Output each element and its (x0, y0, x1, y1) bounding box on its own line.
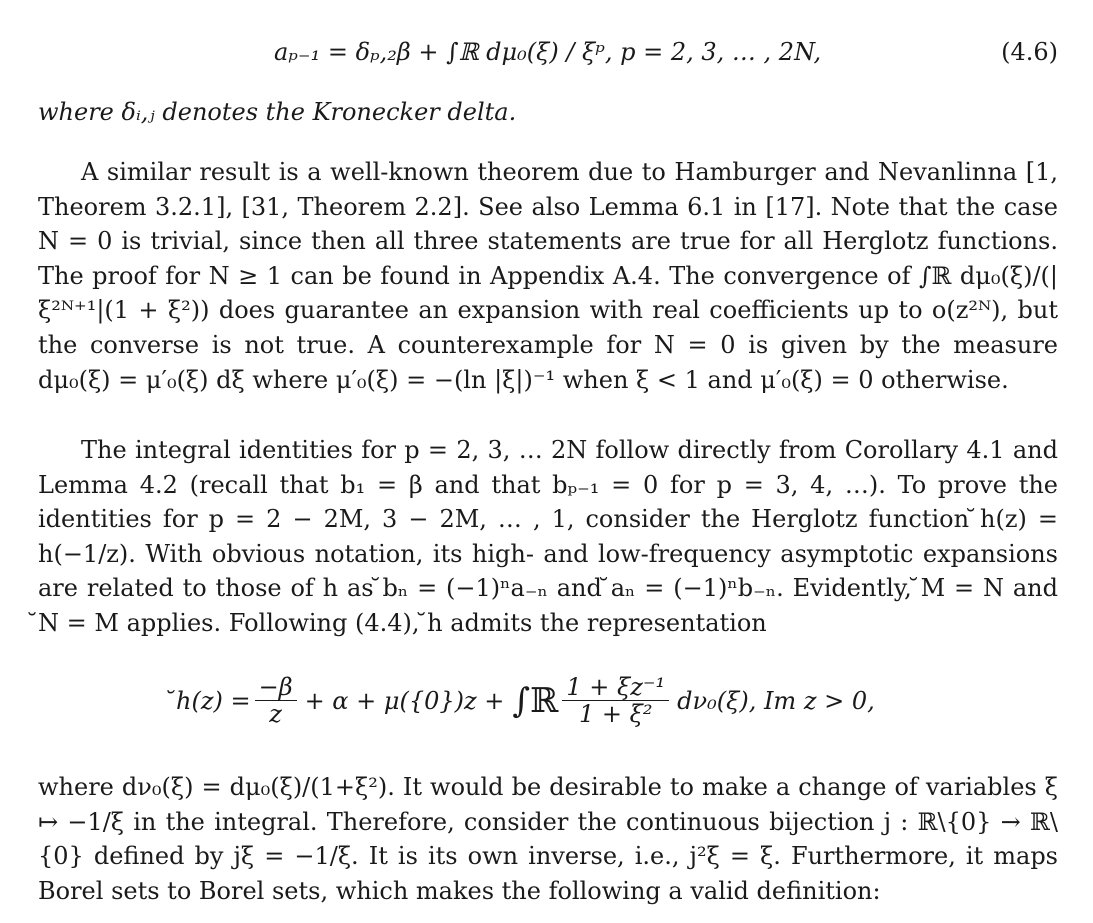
eq-h-frac1-numerator: −β (255, 674, 297, 701)
equation-4-6-body: aₚ₋₁ = δₚ,₂β + ∫ℝ dμ₀(ξ) / ξᵖ, p = 2, 3, … , 2N, (274, 38, 822, 66)
paragraph-hamburger-nevanlinna: A similar result is a well-known theorem due to Hamburger and Nevanlinna [1, Theorem 3.2.1], [31, Theorem 2.2]. See also Lemma 6.1 in [17]. Note that the case N = 0 is trivial, since then all three statements are true for all Herglotz functions. The proof for N ≥ 1 can be found in Appendix A.4. The convergence of ∫ℝ dμ₀(ξ)/(|ξ²ᴺ⁺¹|(1 + ξ²)) does guarantee an expansion with real coefficients up to o(z²ᴺ), but the converse is not true. A counterexample for N = 0 is given by the measure dμ₀(ξ) = μ′₀(ξ) dξ where μ′₀(ξ) = −(ln |ξ|)⁻¹ when ξ < 1 and μ′₀(ξ) = 0 otherwise. (38, 158, 1058, 394)
paragraph-change-of-variables: where dν₀(ξ) = dμ₀(ξ)/(1+ξ²). It would be desirable to make a change of variables ξ ↦ −1/ξ in the integral. Therefore, consider the continuous bijection j : ℝ\{0} → ℝ\{0} defined by jξ = −1/ξ. It is its own inverse, i.e., j²ξ = ξ. Furthermore, it maps Borel sets to Borel sets, which makes the following a valid definition: (38, 773, 1058, 905)
equation-h-representation (38, 668, 1058, 748)
eq-h-fraction-kernel (562, 674, 669, 728)
eq-h-fraction-beta (255, 674, 297, 728)
eq-h-integral-sign: ∫ℝ (512, 680, 559, 721)
eq-h-tail: dν₀(ξ), Im z > 0, (677, 686, 875, 715)
kronecker-line: where δᵢ,ⱼ denotes the Kronecker delta. (38, 98, 517, 126)
paragraph-integral-identities: The integral identities for p = 2, 3, … 2N follow directly from Corollary 4.1 and Lemma 4.2 (recall that b₁ = β and that bₚ₋₁ = 0 for p = 3, 4, …). To prove the identities for p = 2 − 2M, 3 − 2M, … , 1, consider the Herglotz function ̆h(z) = h(−1/z). With obvious notation, its high- and low-frequency asymptotic expansions are related to those of h as ̆bₙ = (−1)ⁿa₋ₙ and ̆aₙ = (−1)ⁿb₋ₙ. Evidently, ̆M = N and ̆N = M applies. Following (4.4), ̆h admits the representation (38, 436, 1058, 637)
eq-h-lhs: ̆h(z) = (176, 686, 251, 715)
eq-h-frac2-denominator: 1 + ξ² (579, 700, 653, 729)
eq-h-frac1-denominator: z (269, 700, 282, 729)
eq-h-middle-terms: + α + μ({0})z + (304, 686, 505, 715)
equation-number: (4.6) (1001, 38, 1058, 66)
eq-h-frac2-numerator: 1 + ξz⁻¹ (562, 674, 669, 701)
equation-4-6 (38, 28, 1058, 88)
